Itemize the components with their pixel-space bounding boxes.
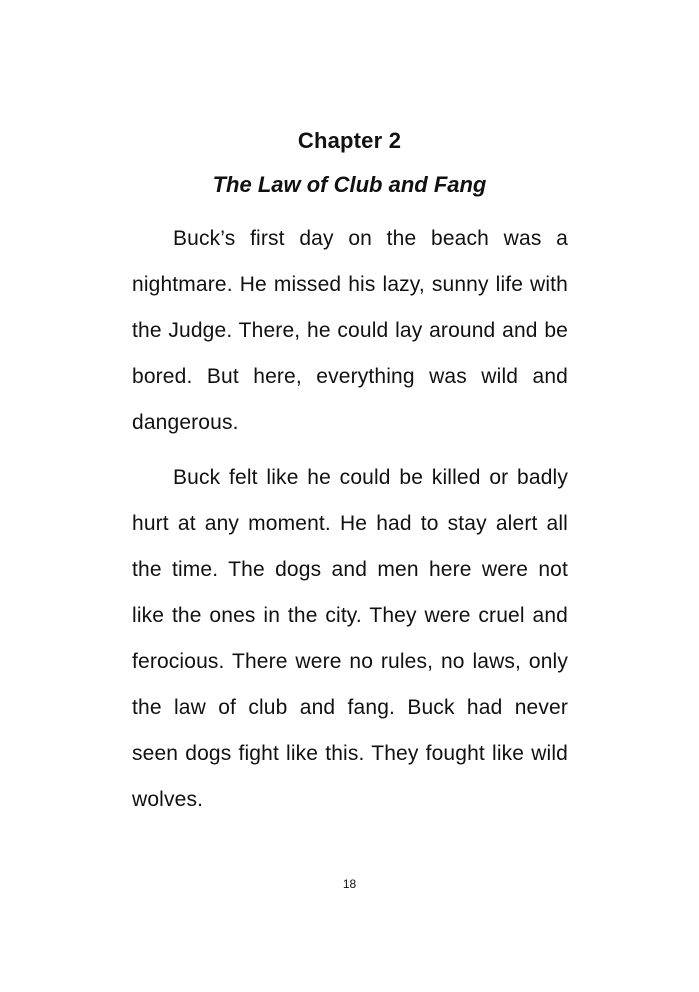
chapter-number-heading: Chapter 2 — [297, 128, 402, 153]
page-number: 18 — [342, 877, 357, 891]
paragraph-2: Buck felt like he could be killed or badly hurt at any moment. He had to stay alert all the time. The dogs and men here were not like the ones in the city. They were cruel and ferocious. There were no rules, no laws, only the law of club and fang. Buck had never seen dogs fight like this. They fought like wild wolves. — [132, 466, 568, 811]
chapter-title-heading: The Law of Club and Fang — [212, 172, 487, 197]
paragraph-1: Buck’s first day on the beach was a nightmare. He missed his lazy, sunny life with the Judge. There, he could lay around and be bored. But here, everything was wild and dangerous. — [132, 227, 568, 434]
chapter-body — [132, 216, 568, 832]
